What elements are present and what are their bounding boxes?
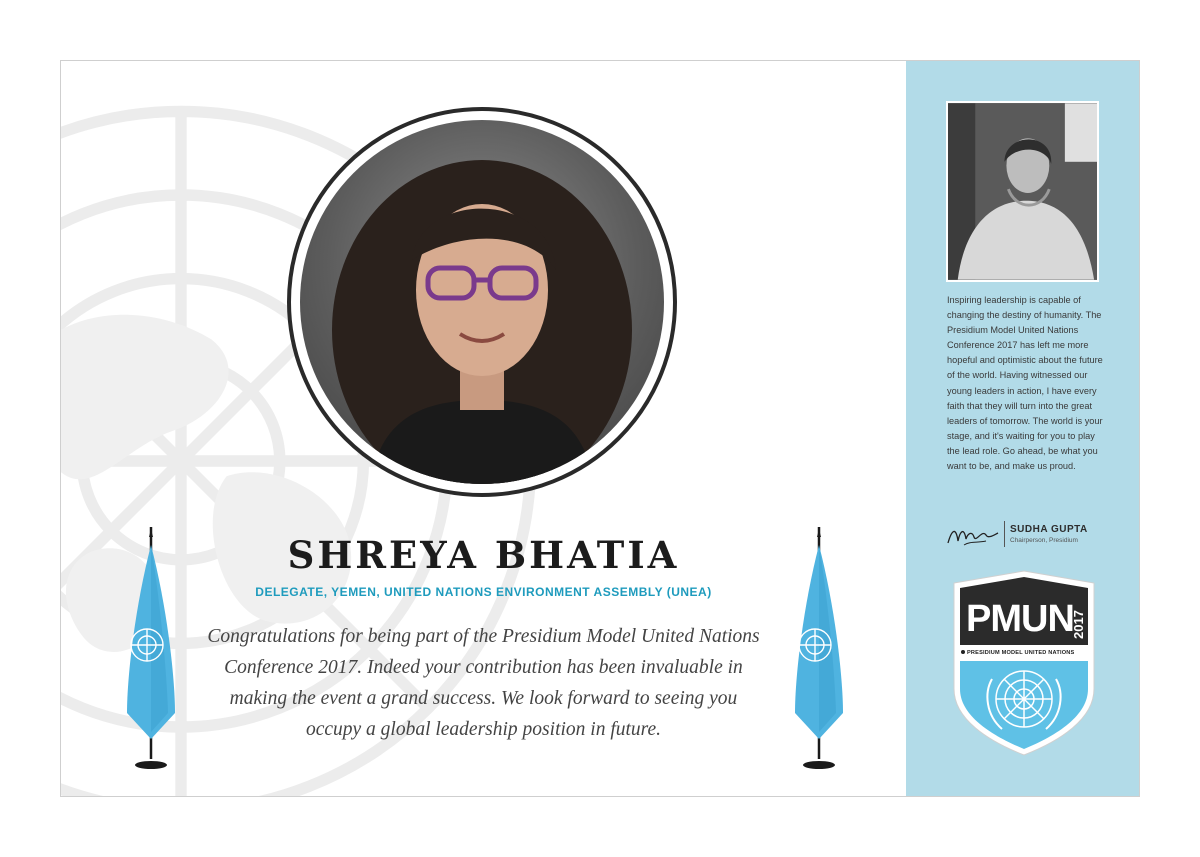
recipient-photo <box>300 120 664 484</box>
pmun-badge-logo <box>950 569 1098 757</box>
recipient-portrait-frame <box>287 107 677 497</box>
chairperson-photo <box>946 101 1099 282</box>
recipient-name: SHREYA BHATIA <box>287 533 680 577</box>
svg-text:PMUN: PMUN <box>966 598 1074 640</box>
recipient-role: DELEGATE, YEMEN, UNITED NATIONS ENVIRONMENT ASSEMBLY (UNEA) <box>255 585 712 599</box>
svg-text:PRESIDIUM MODEL UNITED NATIONS: PRESIDIUM MODEL UNITED NATIONS <box>967 650 1075 656</box>
chairperson-quote: Inspiring leadership is capable of changing the destiny of humanity. The Presidium Model United Nations Conference 2017 has left me more hopeful and optimistic about the future of the world. Having witnessed our young leaders in action, I have every faith that they will turn into the great leaders of tomorrow. The world is your stage, and it's waiting for you to play the lead role. Go ahead, be what you want to be, and make us proud. <box>947 295 1103 472</box>
signer-name: SUDHA GUPTA <box>1010 524 1088 535</box>
un-flag-left-icon <box>121 527 181 772</box>
signature-block <box>946 521 1116 551</box>
handwritten-signature <box>946 523 1000 549</box>
certificate-message: Congratulations for being part of the Presidium Model United Nations Conference 2017. Indeed your contribution has been invaluable in making the event a grand success. We look forward to seeing you occupy a global leadership position in future. <box>207 626 760 740</box>
certificate <box>60 60 1140 797</box>
signature-divider <box>1004 521 1005 547</box>
svg-text:2017: 2017 <box>1071 610 1086 639</box>
side-panel <box>906 61 1140 796</box>
certificate-main-area <box>61 61 906 796</box>
un-flag-right-icon <box>789 527 849 772</box>
signer-title: Chairperson, Presidium <box>1010 537 1078 544</box>
